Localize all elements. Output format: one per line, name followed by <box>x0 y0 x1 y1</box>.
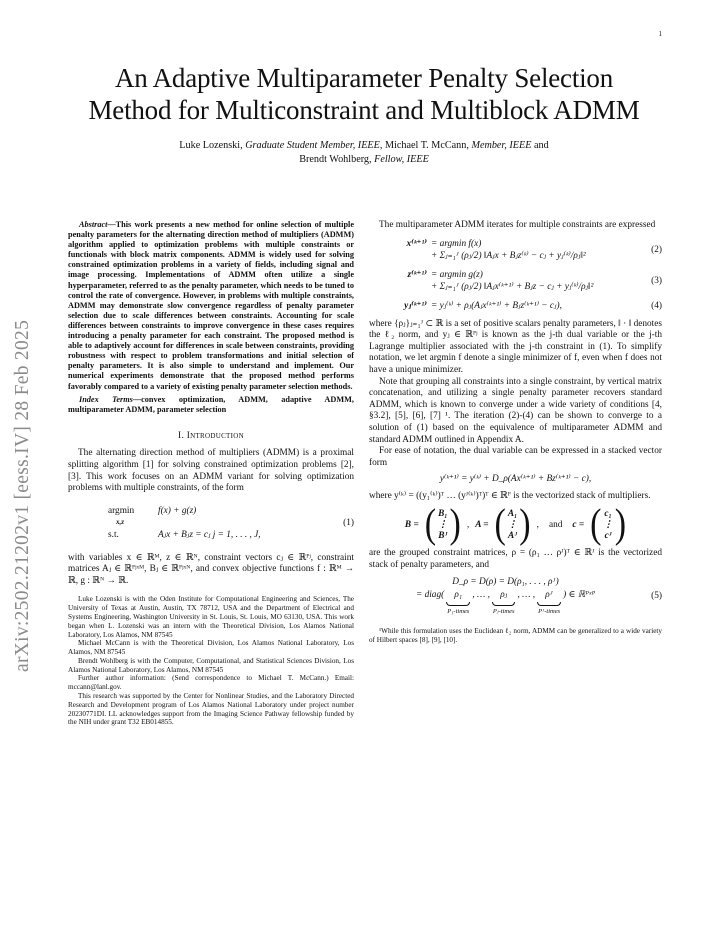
matrix-and: and <box>548 519 563 530</box>
constraint: Aⱼx + Bⱼz = cⱼ j = 1, . . . , J, <box>158 529 261 540</box>
funding-note: This research was supported by the Center for Nonlinear Studies, and the Laboratory Directed Research and Development program of Los Alamos National Laboratory under project number 20230771DI. LL acknowledges support from the Imaging Science Pathway fellowship funded by the NIH under grant T32 EB014855. <box>68 692 354 727</box>
right-paragraph-4: For ease of notation, the dual variable can be expressed in a stacked vector form <box>369 446 662 468</box>
equation-1 <box>68 500 354 548</box>
title-line-1: An Adaptive Multiparameter Penalty Selection <box>114 63 614 93</box>
equation-number-4: (4) <box>651 300 662 311</box>
affiliation-3: Brendt Wohlberg is with the Computer, Computational, and Statistical Sciences Division, Los Alamos National Laboratory, Los Alamos, NM 87545 <box>68 656 354 674</box>
right-paragraph-2: where {ρⱼ}ⱼ₌₁ᴶ ⊂ ℝ is a set of positive scalars penalty parameters, ‖ · ‖ denotes the ℓ₂ norm, and yⱼ ∈ ℝᴾʲ is known as the j-th dual variable or the j-th Lagrange multiplier associated with the j-th constraint in (1). To simplify notation, we let argmin f denote a single minimizer of f, even when f does not have a unique minimizer. <box>369 318 662 375</box>
author-2: , Michael T. McCann, <box>379 140 472 151</box>
vector-c-label: c = <box>572 519 585 530</box>
right-paragraph-6: are the grouped constraint matrices, ρ = (ρ₁ … ρᴶ)ᵀ ∈ ℝᴶ is the vectorized stack of penalty parameters, and <box>369 548 662 571</box>
author-1-role: Graduate Student Member, IEEE <box>245 140 380 151</box>
paper-title <box>64 62 664 126</box>
equation-stacked-dual <box>369 474 662 486</box>
equation-2 <box>369 238 662 264</box>
underbrace-j: ρⱼ Pⱼ-times <box>492 590 515 615</box>
eq4-line1: = yⱼ⁽ᵏ⁾ + ρⱼ(Aⱼx⁽ᵏ⁺¹⁾ + Bⱼz⁽ᵏ⁺¹⁾ − cⱼ), <box>431 300 562 311</box>
section-name: Introduction <box>186 430 244 441</box>
index-terms-lead: Index Terms <box>79 394 133 404</box>
eq3-line1: = argmin g(z) <box>431 269 483 280</box>
arxiv-identifier-stamp[interactable]: arXiv:2502.21202v1 [eess.IV] 28 Feb 2025 <box>12 319 33 672</box>
equation-number-2: (2) <box>651 244 662 255</box>
abstract <box>68 220 354 392</box>
grouped-matrices: B = ( B₁ ⋮ Bᴶ ) , A = ( A₁ ⋮ Aᴶ ) , and c = ( c₁ ⋮ cᴶ ) <box>404 502 627 548</box>
eq5-diag: = diag( <box>415 590 445 601</box>
stacked-dual-update: y⁽ᵏ⁺¹⁾ = y⁽ᵏ⁾ + D_ρ(Ax⁽ᵏ⁺¹⁾ + Bz⁽ᵏ⁺¹⁾ − c), <box>439 474 592 485</box>
intro-paragraph-1: The alternating direction method of multipliers (ADMM) is a proximal splitting algorithm [1] for solving constrained optimization problems [2], [3]. This work focuses on an ADMM variant for solving optimization problems with multiple constraints, of the form <box>68 448 354 494</box>
abstract-lead: Abstract <box>79 220 108 229</box>
author-join: and <box>531 140 549 151</box>
author-list <box>64 139 664 167</box>
section-numeral: I. <box>178 430 187 441</box>
underbrace-1: ρ₁ P₁-times <box>447 590 470 615</box>
argmin-keyword: argmin x,z <box>108 505 135 527</box>
author-3-role: Fellow, IEEE <box>374 154 429 165</box>
eq3-lhs: z⁽ᵏ⁺¹⁾ <box>407 269 427 280</box>
eq2-lhs: x⁽ᵏ⁺¹⁾ <box>406 238 427 249</box>
objective: f(x) + g(z) <box>158 505 197 516</box>
eq3-line2: + Σⱼ₌₁ᴶ (ρⱼ/2) ‖Aⱼx⁽ᵏ⁺¹⁾ + Bⱼz − cⱼ + yⱼ⁽ᵏ⁾/ρⱼ‖² <box>431 282 594 293</box>
eq2-line1: = argmin f(x) <box>431 238 482 249</box>
underbrace-J: ρᴶ Pᴶ-times <box>538 590 561 615</box>
affiliations-footnote <box>68 595 354 727</box>
eq2-line2: + Σⱼ₌₁ᴶ (ρⱼ/2) ‖Aⱼx + Bⱼz⁽ᵏ⁾ − cⱼ + yⱼ⁽ᵏ⁾/ρⱼ‖² <box>431 251 586 262</box>
footnote-1: ¹While this formulation uses the Euclidean ℓ₂ norm, ADMM can be generalized to a wide variety of Hilbert spaces [8], [9], [10]. <box>369 627 662 645</box>
left-column <box>68 220 354 727</box>
page-number: 1 <box>658 30 662 38</box>
matrix-B-label: B = <box>404 519 419 530</box>
abstract-text: —This work presents a new method for online selection of multiple penalty parameters for the alternating direction method of multipliers (ADMM) algorithm applied to optimization problems with multiple constraints or functionals with block matrix components. ADMM is widely used for solving constrained optimization problems in a variety of fields, including signal and image processing. Implementations of ADMM often utilize a single hyperparameter, referred to as the penalty parameter, which needs to be tuned to control the rate of convergence. However, in problems with multiple constraints, ADMM may demonstrate slow convergence regardless of penalty parameter selection due to scale differences between constraints. Accounting for scale differences between constraints to improve convergence in these cases requires introducing a penalty parameter for each constraint. The proposed method is able to adaptively account for differences in scale between constraints, providing robustness with respect to problem transformations and initial selection of penalty parameters. It is also simple to understand and implement. Our numerical experiments demonstrate that the proposed method performs favorably compared to a variety of existing penalty parameter selection methods. <box>68 220 354 391</box>
equation-number-3: (3) <box>651 276 662 287</box>
author-2-role: Member, IEEE <box>471 140 532 151</box>
author-1: Luke Lozenski, <box>179 140 246 151</box>
right-column <box>369 220 662 645</box>
subject-to-keyword: s.t. <box>108 529 119 540</box>
affiliation-2: Michael McCann is with the Theoretical Division, Los Alamos National Laboratory, Los Alamos, NM 87545 <box>68 639 354 657</box>
equation-3 <box>369 269 662 295</box>
equation-number-5: (5) <box>651 591 662 602</box>
equation-5: D_ρ = D(ρ) = D(ρ₁, . . . , ρᴶ) = diag( ρ₁ P₁-times , … , ρⱼ Pⱼ-times , … , ρᴶ Pᴶ-times ) ∈ ℝᴾˣᴾ (5) <box>369 577 662 618</box>
matrix-A-label: A = <box>475 519 489 530</box>
title-line-2: Method for Multiconstraint and Multiblock ADMM <box>88 95 640 125</box>
correspondence-note[interactable]: Further author information: (Send correspondence to Michael T. McCann.) Email: mccann@lanl.gov. <box>68 674 354 692</box>
right-paragraph-1: The multiparameter ADMM iterates for multiple constraints are expressed <box>379 220 656 230</box>
index-terms-text: —convex optimization, ADMM, adaptive ADMM, multiparameter ADMM, parameter selection <box>68 394 354 414</box>
affiliation-1: Luke Lozenski is with the Oden Institute for Computational Engineering and Sciences, The University of Texas at Austin, Austin, TX 78712, USA and the Department of Electrical and Systems Engineering, Washington University in St. Louis, St. Louis, MO 63130, USA. This work began when L. Lozenski was an intern with the Theoretical Division, Los Alamos National Laboratory, Los Alamos, NM 87545 <box>68 595 354 639</box>
eq4-lhs: yⱼ⁽ᵏ⁺¹⁾ <box>404 300 427 311</box>
section-heading-introduction <box>68 431 354 443</box>
right-paragraph-3: Note that grouping all constraints into a single constraint, by vertical matrix concatenation, and utilizing a single penalty parameter recovers standard ADMM, which is known to converge under a wide variety of conditions [4, §3.2], [5], [6], [7] ¹. The iteration (2)-(4) can be shown to converge to a solution of (1) based on the equivalence of multiparameter ADMM and standard ADMM outlined in Appendix A. <box>369 376 662 445</box>
vector-c: ( c₁ ⋮ cᴶ ) <box>590 502 627 548</box>
equation-4 <box>369 300 662 314</box>
eq5-tail: ) ∈ ℝᴾˣᴾ <box>563 590 596 601</box>
author-3: Brendt Wohlberg, <box>299 154 375 165</box>
eq5-line1: D_ρ = D(ρ) = D(ρ₁, . . . , ρᴶ) <box>452 576 559 587</box>
intro-paragraph-2: with variables x ∈ ℝᴹ, z ∈ ℝᴺ, constraint vectors cⱼ ∈ ℝᴾʲ, constraint matrices Aⱼ ∈ ℝᴾʲˣᴹ, Bⱼ ∈ ℝᴾʲˣᴺ, and convex objective functions f : ℝᴹ → ℝ, g : ℝᴺ → ℝ. <box>68 552 354 586</box>
equation-number-1: (1) <box>343 517 354 528</box>
matrix-A: ( A₁ ⋮ Aᴶ ) <box>494 502 531 548</box>
index-terms <box>68 395 354 415</box>
right-paragraph-5: where y⁽ᵏ⁾ = ((y₁⁽ᵏ⁾)ᵀ … (yᴶ⁽ᵏ⁾)ᵀ)ᵀ ∈ ℝᴾ is the vectorized stack of multipliers. <box>369 490 651 501</box>
matrix-B: ( B₁ ⋮ Bᴶ ) <box>424 502 461 548</box>
